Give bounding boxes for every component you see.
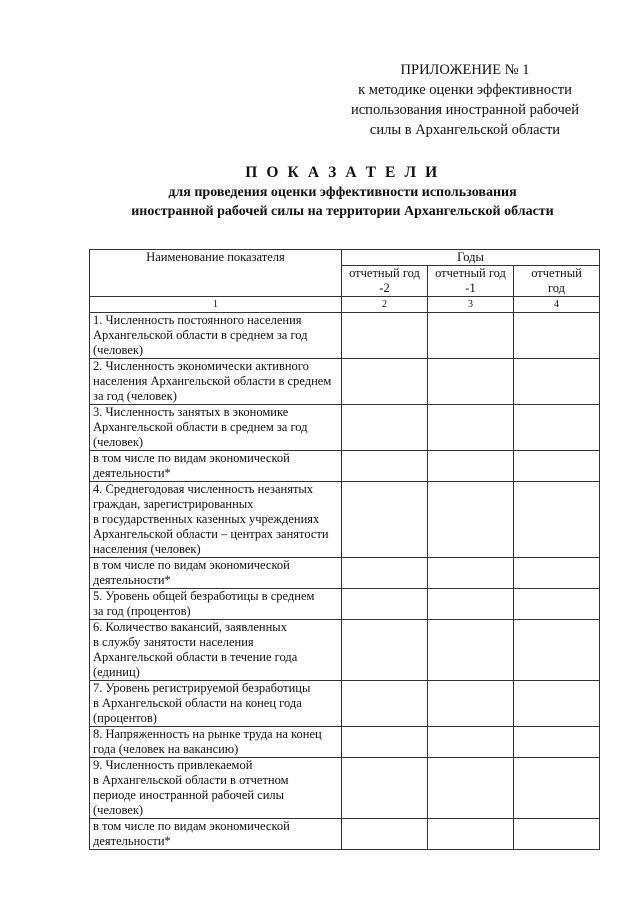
table-row: [90, 620, 600, 681]
indicator-name: 8. Напряженность на рынке труда на конец года (человек на вакансию): [90, 727, 342, 758]
value-cell: [342, 405, 428, 451]
value-cell: [514, 819, 600, 850]
column-number: 4: [514, 297, 600, 313]
value-cell: [514, 758, 600, 819]
value-cell: [342, 620, 428, 681]
value-cell: [428, 819, 514, 850]
value-cell: [428, 727, 514, 758]
indicator-name: 6. Количество вакансий, заявленных в службу занятости населения Архангельской области в течение года (единиц): [90, 620, 342, 681]
table-row: [90, 451, 600, 482]
table-row: [90, 405, 600, 451]
appendix-line: использования иностранной рабочей: [350, 102, 579, 118]
value-cell: [514, 620, 600, 681]
table-row: [90, 681, 600, 727]
header-indicator-name: Наименование показателя: [90, 250, 342, 297]
indicator-name: 2. Численность экономически активного населения Архангельской области в среднем за год (человек): [90, 359, 342, 405]
value-cell: [514, 359, 600, 405]
indicator-name: 3. Численность занятых в экономике Архангельской области в среднем за год (человек): [90, 405, 342, 451]
value-cell: [342, 727, 428, 758]
table-row: [90, 758, 600, 819]
value-cell: [342, 758, 428, 819]
value-cell: [342, 819, 428, 850]
value-cell: [514, 589, 600, 620]
document-title: П О К А З А Т Е Л И: [245, 164, 440, 181]
value-cell: [428, 313, 514, 359]
value-cell: [342, 313, 428, 359]
indicator-name: 9. Численность привлекаемой в Архангельской области в отчетном периоде иностранной рабочей силы (человек): [90, 758, 342, 819]
value-cell: [342, 681, 428, 727]
value-cell: [428, 758, 514, 819]
table-row: [90, 482, 600, 558]
column-number: 1: [90, 297, 342, 313]
value-cell: [428, 681, 514, 727]
indicator-name: в том числе по видам экономической деятельности*: [90, 819, 342, 850]
value-cell: [514, 681, 600, 727]
column-number: 2: [342, 297, 428, 313]
value-cell: [342, 359, 428, 405]
value-cell: [428, 620, 514, 681]
value-cell: [514, 482, 600, 558]
document-subtitle-line: иностранной рабочей силы на территории Архангельской области: [131, 204, 554, 219]
header-year-column: отчетный год -1: [428, 266, 514, 297]
appendix-line: к методике оценки эффективности: [358, 82, 572, 98]
value-cell: [428, 482, 514, 558]
value-cell: [428, 558, 514, 589]
appendix-block: [320, 60, 610, 140]
table-row: [90, 589, 600, 620]
header-years: Годы: [342, 250, 600, 266]
value-cell: [514, 313, 600, 359]
value-cell: [514, 451, 600, 482]
appendix-line: ПРИЛОЖЕНИЕ № 1: [400, 62, 530, 78]
indicator-name: 7. Уровень регистрируемой безработицы в Архангельской области на конец года (процентов): [90, 681, 342, 727]
table-row: [90, 727, 600, 758]
table-row: [90, 313, 600, 359]
indicator-name: 4. Среднегодовая численность незанятых граждан, зарегистрированных в государственных казенных учреждениях Архангельской области – центрах занятости населения (человек): [90, 482, 342, 558]
value-cell: [428, 589, 514, 620]
header-year-column: отчетный год -2: [342, 266, 428, 297]
value-cell: [514, 405, 600, 451]
appendix-line: силы в Архангельской области: [369, 122, 561, 138]
indicator-name: в том числе по видам экономической деятельности*: [90, 451, 342, 482]
value-cell: [428, 359, 514, 405]
document-heading: [60, 163, 625, 221]
indicator-name: 5. Уровень общей безработицы в среднем за год (процентов): [90, 589, 342, 620]
table-row: [90, 558, 600, 589]
indicator-name: в том числе по видам экономической деятельности*: [90, 558, 342, 589]
indicators-table: [89, 249, 600, 850]
column-number: 3: [428, 297, 514, 313]
value-cell: [428, 451, 514, 482]
table-row: [90, 359, 600, 405]
value-cell: [342, 451, 428, 482]
indicator-name: 1. Численность постоянного населения Архангельской области в среднем за год (человек): [90, 313, 342, 359]
value-cell: [514, 727, 600, 758]
value-cell: [342, 589, 428, 620]
table-row: [90, 819, 600, 850]
header-year-column: отчетный год: [514, 266, 600, 297]
value-cell: [342, 558, 428, 589]
value-cell: [514, 558, 600, 589]
value-cell: [342, 482, 428, 558]
document-subtitle-line: для проведения оценки эффективности использования: [168, 185, 517, 200]
value-cell: [428, 405, 514, 451]
